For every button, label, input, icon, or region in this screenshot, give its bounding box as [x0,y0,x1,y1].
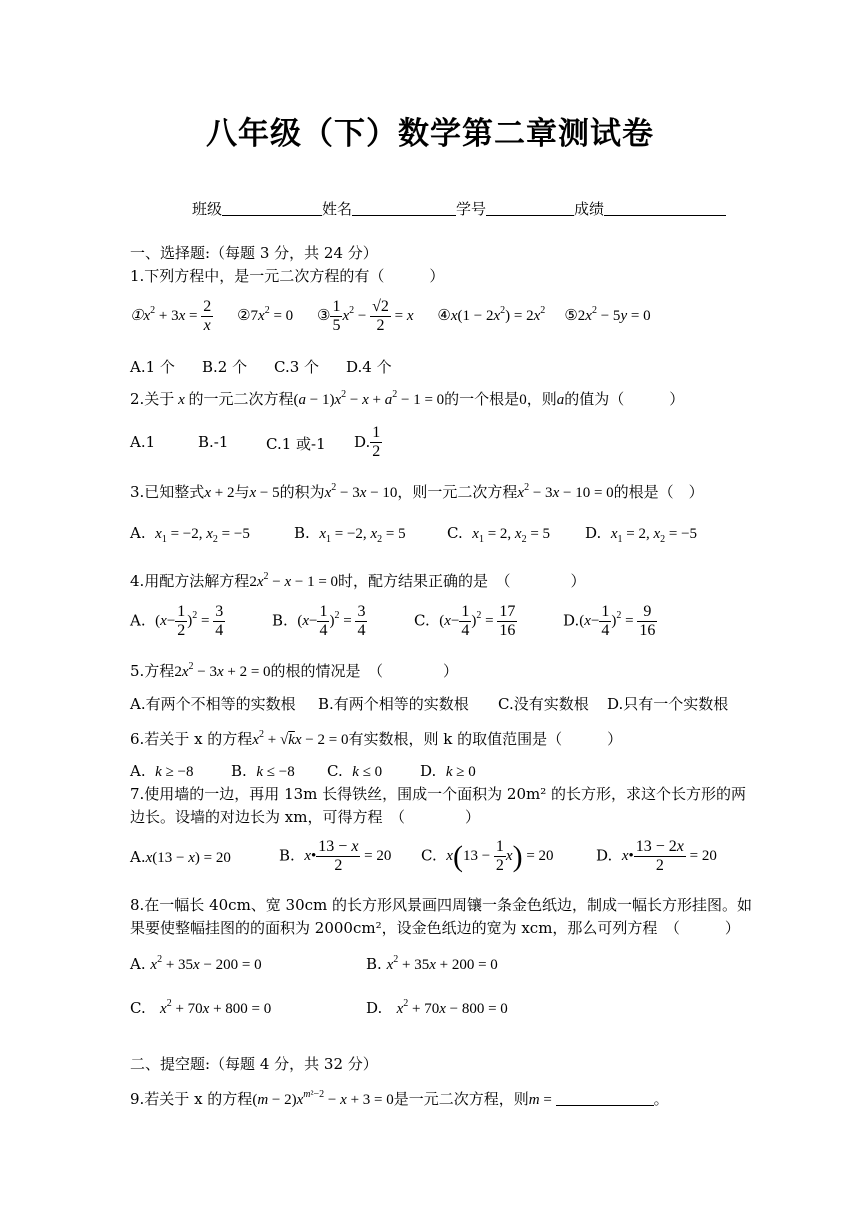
q1-stem: 1.下列方程中，是一元二次方程的有（ ） [130,267,445,285]
q8-option-b[interactable]: B. $x^2 + 35x + 200 = 0$ [366,954,498,973]
q6-option-c[interactable]: C. k ≤ 0 [327,762,383,780]
q4-option-d[interactable]: D.(x− $\frac{1}{4}$ )$^2$ = $\frac{9}{16}$ [563,603,656,640]
q5-option-b[interactable]: B.有两个相等的实数根 [318,695,469,713]
q7-option-a[interactable]: A.x(13 − x) = 20 [130,848,231,866]
q6-stem: 6.若关于 x 的方程$x^2 + √kx - 2 = 0$有实数根，则 k 的取值范围是（ ） [130,729,623,748]
id-blank[interactable] [486,201,574,216]
q3-option-d[interactable]: D. $x_1 = 2$, $x_2 = -5$ [585,524,698,545]
q2-stem: 2.关于 x 的一元二次方程$(a - 1)x^2 - x + a^2 - 1 = 0$的一个根是0，则a的值为（ ） [130,389,685,408]
page-title: 八年级（下）数学第二章测试卷 [206,116,654,152]
q2-option-a[interactable]: A.1 [130,433,156,451]
q1-equations: $①x^2 + 3x$ = $\frac{2}{x}$ $②7x^2 = 0$ ③ $\frac{1}{5}$ $x^2$ − $\frac{√2}{2}$ = x ④x(1 − $2x^2) = 2x^2$ $⑤2x^2 - 5y = 0$ [130,298,651,335]
q1-option-b[interactable]: B.2 个 [202,358,248,376]
q2-option-d[interactable]: D. $\frac{1}{2}$ [354,424,381,461]
q7-line1: 7.使用墙的一边，再用 13m 长得铁丝，围成一个面积为 20m² 的长方形，求这个长方形的两 [130,785,747,803]
q8-option-c[interactable]: C. $x^2 + 70x + 800 = 0$ [130,998,272,1017]
q4-option-a[interactable]: A. (x− $\frac{1}{2}$ )$^2$ = $\frac{3}{4}$ [130,603,224,640]
q9-stem: 9.若关于 x 的方程$(m - 2)x^{m^2-2} - x + 3 = 0$是一元二次方程，则m = 。 [130,1089,669,1108]
q7-option-d[interactable]: D. x• $\frac{13 - 2x}{2}$ = 20 [596,838,717,875]
q4-option-c[interactable]: C. (x− $\frac{1}{4}$ )$^2$ = $\frac{17}{16}$ [414,603,516,640]
q3-option-c[interactable]: C. $x_1 = 2$, $x_2 = 5$ [447,524,551,545]
section2-heading: 二、提空题:（每题 4 分，共 32 分） [130,1055,378,1073]
id-label: 学号 [456,200,487,218]
q4-option-b[interactable]: B. (x− $\frac{1}{4}$ )$^2$ = $\frac{3}{4}$ [272,603,366,640]
q1-option-d[interactable]: D.4 个 [346,358,392,376]
q5-option-a[interactable]: A.有两个不相等的实数根 [130,695,296,713]
q8-line2: 果要使整幅挂图的的面积为 2000cm²，设金色纸边的宽为 xcm，那么可列方程 （ ） [130,919,740,937]
score-blank[interactable] [604,201,726,216]
q9-answer-blank[interactable] [556,1091,654,1106]
q3-stem: 3.已知整式x + 2与x − 5的积为$x^2 - 3x - 10$，则一元二次方程$x^2 - 3x - 10 = 0$的根是（ ） [130,482,704,501]
q7-option-c[interactable]: C. x(13 − $\frac{1}{2}$ x) = 20 [421,838,554,875]
q5-option-c[interactable]: C.没有实数根 [498,695,589,713]
q2-option-b[interactable]: B.-1 [198,433,229,451]
q1-option-c[interactable]: C.3 个 [274,358,320,376]
q8-line1: 8.在一幅长 40cm、宽 30cm 的长方形风景画四周镶一条金色纸边，制成一幅长方形挂图。如 [130,896,753,914]
q2-option-c[interactable]: C.1 或-1 [266,435,326,453]
q7-option-b[interactable]: B. x• $\frac{13 - x}{2}$ = 20 [279,838,392,875]
student-info-row [192,198,726,219]
section1-heading: 一、选择题:（每题 3 分，共 24 分） [130,244,378,262]
q3-option-b[interactable]: B. $x_1 = -2$, $x_2 = 5$ [294,524,406,545]
q7-line2: 边长。设墙的对边长为 xm，可得方程 （ ） [130,808,480,826]
score-label: 成绩 [574,200,605,218]
name-blank[interactable] [352,201,456,216]
q5-option-d[interactable]: D.只有一个实数根 [607,695,729,713]
q6-option-d[interactable]: D. k ≥ 0 [420,762,476,780]
q5-stem: 5.方程$2x^2 - 3x + 2 = 0$的根的情况是 （ ） [130,661,459,680]
q6-option-b[interactable]: B. k ≤ −8 [231,762,295,780]
q8-option-d[interactable]: D. $x^2 + 70x - 800 = 0$ [366,998,508,1017]
q6-option-a[interactable]: A. k ≥ −8 [130,762,194,780]
class-blank[interactable] [222,201,322,216]
name-label: 姓名 [322,200,353,218]
q4-stem: 4.用配方法解方程$2x^2 - x - 1 = 0$时，配方结果正确的是 （ ） [130,571,586,590]
class-label: 班级 [192,200,223,218]
q3-option-a[interactable]: A. $x_1 = -2$, $x_2 = -5$ [130,524,250,545]
q8-option-a[interactable]: A. $x^2 + 35x - 200 = 0$ [130,954,262,973]
q1-option-a[interactable]: A.1 个 [130,358,175,376]
